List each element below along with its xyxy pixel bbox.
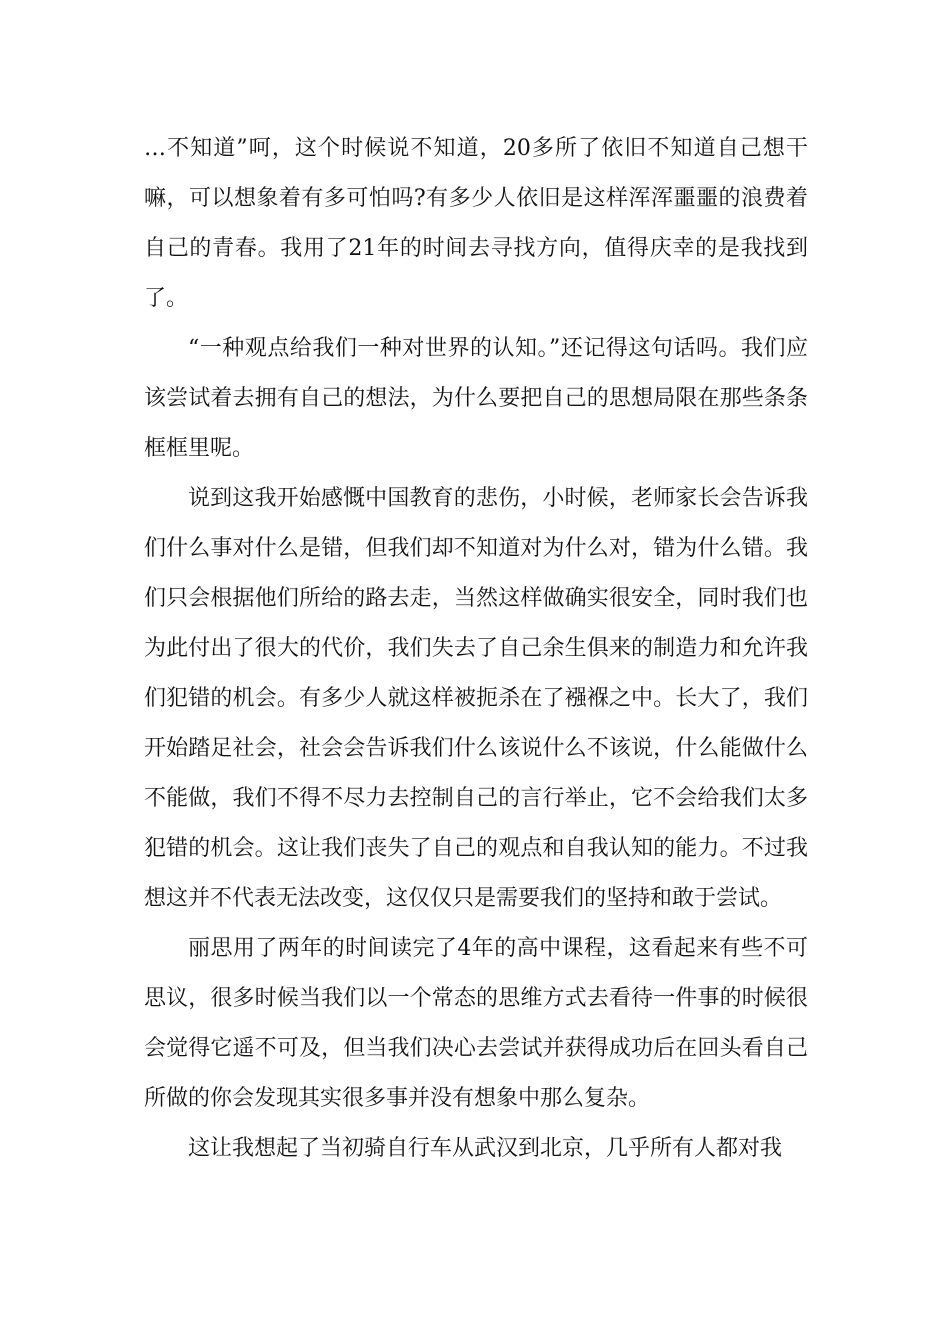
paragraph-lisi: 丽思用了两年的时间读完了4年的高中课程，这看起来有些不可思议，很多时候当我们以一个常态的思维方式去看待一件事的时候很会觉得它遥不可及，但当我们决心去尝试并获得成功后在回头看自己所做的你会发现其实很多事并没有想象中那么复杂。: [144, 936, 808, 1111]
paragraph-bicycle: 这让我想起了当初骑自行车从武汉到北京，几乎所有人都对我: [188, 1136, 783, 1161]
paragraph-viewpoint: “一种观点给我们一种对世界的认知。”还记得这句话吗。我们应该尝试着去拥有自己的想法，为什么要把自己的思想局限在那些条条框框里呢。: [144, 336, 808, 461]
paragraph-continuation: …不知道”呵，这个时候说不知道，20多所了依旧不知道自己想干嘛，可以想象着有多可怕吗?有多少人依旧是这样浑浑噩噩的浪费着自己的青春。我用了21年的时间去寻找方向，值得庆幸的是我找到了。: [144, 136, 808, 311]
document-body: [144, 124, 808, 1174]
paragraph-education: 说到这我开始感慨中国教育的悲伤，小时候，老师家长会告诉我们什么事对什么是错，但我们却不知道对为什么对，错为什么错。我们只会根据他们所给的路去走，当然这样做确实很安全，同时我们也为此付出了很大的代价，我们失去了自己余生俱来的制造力和允许我们犯错的机会。有多少人就这样被扼杀在了襁褓之中。长大了，我们开始踏足社会，社会会告诉我们什么该说什么不该说，什么能做什么不能做，我们不得不尽力去控制自己的言行举止，它不会给我们太多犯错的机会。这让我们丧失了自己的观点和自我认知的能力。不过我想这并不代表无法改变，这仅仅只是需要我们的坚持和敢于尝试。: [144, 486, 808, 911]
